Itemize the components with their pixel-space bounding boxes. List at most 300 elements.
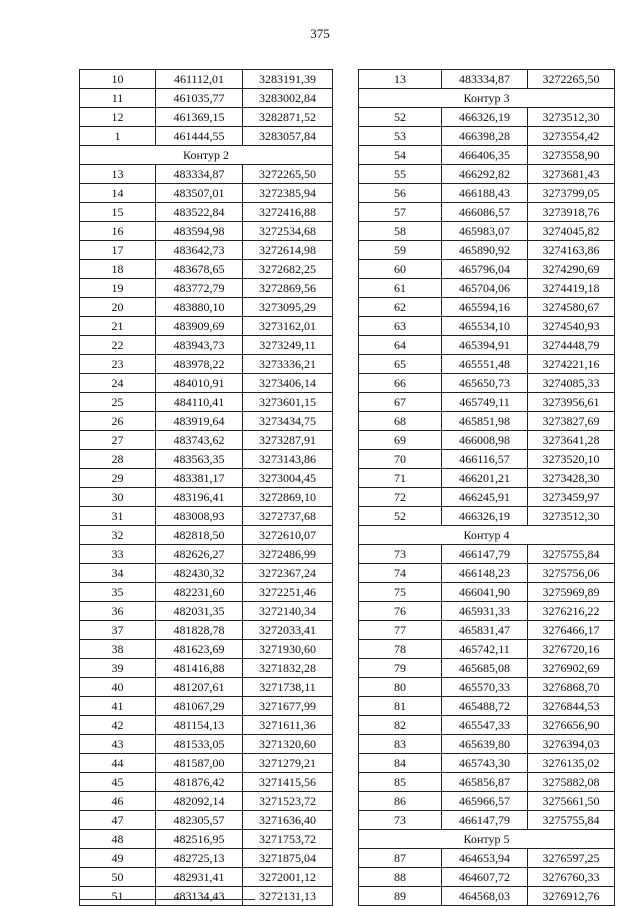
x-coordinate-cell: 482031,35: [156, 602, 243, 621]
table-row: [80, 792, 333, 811]
table-row: [80, 412, 333, 431]
y-coordinate-cell: 3273143,86: [243, 450, 333, 469]
table-row: [80, 849, 333, 868]
x-coordinate-cell: 482092,14: [156, 792, 243, 811]
x-coordinate-cell: 466116,57: [442, 450, 528, 469]
y-coordinate-cell: 3274448,79: [528, 336, 615, 355]
table-row: [80, 260, 333, 279]
x-coordinate-cell: 483880,10: [156, 298, 243, 317]
point-number-cell: 48: [80, 830, 156, 849]
point-number-cell: 46: [80, 792, 156, 811]
table-row: [80, 773, 333, 792]
y-coordinate-cell: 3272416,88: [243, 203, 333, 222]
table-row: [359, 849, 615, 868]
point-number-cell: 68: [359, 412, 442, 431]
table-row: [359, 602, 615, 621]
y-coordinate-cell: 3272131,13: [243, 887, 333, 906]
point-number-cell: 12: [80, 108, 156, 127]
table-row: [359, 165, 615, 184]
table-row: [80, 526, 333, 545]
x-coordinate-cell: 483134,43: [156, 887, 243, 906]
coordinates-table-left: [79, 69, 333, 906]
y-coordinate-cell: 3274085,33: [528, 374, 615, 393]
table-row: [359, 773, 615, 792]
table-row: [359, 279, 615, 298]
point-number-cell: 81: [359, 697, 442, 716]
x-coordinate-cell: 481207,61: [156, 678, 243, 697]
section-header-row: [359, 89, 615, 108]
y-coordinate-cell: 3273287,91: [243, 431, 333, 450]
point-number-cell: 74: [359, 564, 442, 583]
x-coordinate-cell: 466326,19: [442, 507, 528, 526]
point-number-cell: 31: [80, 507, 156, 526]
table-row: [80, 602, 333, 621]
point-number-cell: 86: [359, 792, 442, 811]
x-coordinate-cell: 464653,94: [442, 849, 528, 868]
table-row: [80, 868, 333, 887]
y-coordinate-cell: 3274221,16: [528, 355, 615, 374]
y-coordinate-cell: 3272869,10: [243, 488, 333, 507]
point-number-cell: 70: [359, 450, 442, 469]
y-coordinate-cell: 3274290,69: [528, 260, 615, 279]
table-row: [80, 488, 333, 507]
table-row: [359, 469, 615, 488]
y-coordinate-cell: 3274045,82: [528, 222, 615, 241]
y-coordinate-cell: 3271930,60: [243, 640, 333, 659]
y-coordinate-cell: 3271320,60: [243, 735, 333, 754]
point-number-cell: 54: [359, 146, 442, 165]
table-row: [359, 868, 615, 887]
x-coordinate-cell: 483919,64: [156, 412, 243, 431]
point-number-cell: 42: [80, 716, 156, 735]
x-coordinate-cell: 481828,78: [156, 621, 243, 640]
table-row: [80, 393, 333, 412]
x-coordinate-cell: 483381,17: [156, 469, 243, 488]
section-header-label: Контур 4: [359, 526, 615, 545]
point-number-cell: 78: [359, 640, 442, 659]
point-number-cell: 52: [359, 108, 442, 127]
x-coordinate-cell: 483563,35: [156, 450, 243, 469]
point-number-cell: 18: [80, 260, 156, 279]
y-coordinate-cell: 3272869,56: [243, 279, 333, 298]
point-number-cell: 67: [359, 393, 442, 412]
y-coordinate-cell: 3274540,93: [528, 317, 615, 336]
x-coordinate-cell: 481154,13: [156, 716, 243, 735]
x-coordinate-cell: 483642,73: [156, 241, 243, 260]
point-number-cell: 37: [80, 621, 156, 640]
x-coordinate-cell: 482818,50: [156, 526, 243, 545]
table-row: [80, 811, 333, 830]
y-coordinate-cell: 3273641,28: [528, 431, 615, 450]
table-row: [80, 469, 333, 488]
x-coordinate-cell: 481876,42: [156, 773, 243, 792]
point-number-cell: 15: [80, 203, 156, 222]
table-row: [359, 260, 615, 279]
x-coordinate-cell: 466201,21: [442, 469, 528, 488]
y-coordinate-cell: 3283191,39: [243, 70, 333, 89]
x-coordinate-cell: 465749,11: [442, 393, 528, 412]
table-row: [80, 507, 333, 526]
table-row: [80, 583, 333, 602]
point-number-cell: 53: [359, 127, 442, 146]
x-coordinate-cell: 483334,87: [156, 165, 243, 184]
point-number-cell: 73: [359, 811, 442, 830]
y-coordinate-cell: 3271753,72: [243, 830, 333, 849]
section-header-label: Контур 5: [359, 830, 615, 849]
y-coordinate-cell: 3273512,30: [528, 507, 615, 526]
section-header-row: [359, 830, 615, 849]
coordinates-table-right: [358, 69, 615, 906]
x-coordinate-cell: 461444,55: [156, 127, 243, 146]
x-coordinate-cell: 464607,72: [442, 868, 528, 887]
table-row: [80, 887, 333, 906]
point-number-cell: 83: [359, 735, 442, 754]
point-number-cell: 20: [80, 298, 156, 317]
y-coordinate-cell: 3272610,07: [243, 526, 333, 545]
section-header-row: [359, 526, 615, 545]
point-number-cell: 49: [80, 849, 156, 868]
x-coordinate-cell: 482430,32: [156, 564, 243, 583]
x-coordinate-cell: 482931,41: [156, 868, 243, 887]
x-coordinate-cell: 466398,28: [442, 127, 528, 146]
x-coordinate-cell: 461369,15: [156, 108, 243, 127]
table-row: [359, 754, 615, 773]
table-row: [359, 241, 615, 260]
table-row: [80, 89, 333, 108]
table-row: [359, 545, 615, 564]
point-number-cell: 66: [359, 374, 442, 393]
y-coordinate-cell: 3272682,25: [243, 260, 333, 279]
table-row: [80, 564, 333, 583]
point-number-cell: 43: [80, 735, 156, 754]
table-row: [80, 431, 333, 450]
y-coordinate-cell: 3271636,40: [243, 811, 333, 830]
y-coordinate-cell: 3273459,97: [528, 488, 615, 507]
table-row: [359, 640, 615, 659]
table-row: [359, 678, 615, 697]
y-coordinate-cell: 3276656,90: [528, 716, 615, 735]
y-coordinate-cell: 3275755,84: [528, 545, 615, 564]
x-coordinate-cell: 483507,01: [156, 184, 243, 203]
point-number-cell: 36: [80, 602, 156, 621]
point-number-cell: 63: [359, 317, 442, 336]
x-coordinate-cell: 466086,57: [442, 203, 528, 222]
x-coordinate-cell: 465856,87: [442, 773, 528, 792]
y-coordinate-cell: 3275969,89: [528, 583, 615, 602]
point-number-cell: 58: [359, 222, 442, 241]
table-row: [80, 716, 333, 735]
table-row: [359, 488, 615, 507]
x-coordinate-cell: 483008,93: [156, 507, 243, 526]
table-row: [359, 735, 615, 754]
point-number-cell: 80: [359, 678, 442, 697]
table-row: [359, 317, 615, 336]
y-coordinate-cell: 3275755,84: [528, 811, 615, 830]
x-coordinate-cell: 465488,72: [442, 697, 528, 716]
point-number-cell: 19: [80, 279, 156, 298]
x-coordinate-cell: 483522,84: [156, 203, 243, 222]
point-number-cell: 13: [359, 70, 442, 89]
section-header-row: [80, 146, 333, 165]
point-number-cell: 35: [80, 583, 156, 602]
x-coordinate-cell: 483909,69: [156, 317, 243, 336]
point-number-cell: 21: [80, 317, 156, 336]
x-coordinate-cell: 481533,05: [156, 735, 243, 754]
table-row: [359, 659, 615, 678]
x-coordinate-cell: 465704,06: [442, 279, 528, 298]
point-number-cell: 50: [80, 868, 156, 887]
point-number-cell: 38: [80, 640, 156, 659]
y-coordinate-cell: 3273554,42: [528, 127, 615, 146]
footnote-rule: [79, 899, 255, 900]
table-row: [359, 811, 615, 830]
table-row: [359, 184, 615, 203]
x-coordinate-cell: 466245,91: [442, 488, 528, 507]
point-number-cell: 64: [359, 336, 442, 355]
point-number-cell: 27: [80, 431, 156, 450]
point-number-cell: 69: [359, 431, 442, 450]
point-number-cell: 57: [359, 203, 442, 222]
table-row: [80, 659, 333, 678]
x-coordinate-cell: 482516,95: [156, 830, 243, 849]
table-row: [80, 298, 333, 317]
table-row: [359, 697, 615, 716]
x-coordinate-cell: 482305,57: [156, 811, 243, 830]
point-number-cell: 65: [359, 355, 442, 374]
y-coordinate-cell: 3283002,84: [243, 89, 333, 108]
point-number-cell: 24: [80, 374, 156, 393]
x-coordinate-cell: 465743,30: [442, 754, 528, 773]
y-coordinate-cell: 3272265,50: [528, 70, 615, 89]
table-row: [359, 450, 615, 469]
x-coordinate-cell: 465650,73: [442, 374, 528, 393]
table-row: [80, 222, 333, 241]
y-coordinate-cell: 3272614,98: [243, 241, 333, 260]
y-coordinate-cell: 3273162,01: [243, 317, 333, 336]
y-coordinate-cell: 3273004,45: [243, 469, 333, 488]
point-number-cell: 41: [80, 697, 156, 716]
table-row: [359, 564, 615, 583]
y-coordinate-cell: 3272033,41: [243, 621, 333, 640]
point-number-cell: 13: [80, 165, 156, 184]
y-coordinate-cell: 3272486,99: [243, 545, 333, 564]
y-coordinate-cell: 3271832,28: [243, 659, 333, 678]
y-coordinate-cell: 3272534,68: [243, 222, 333, 241]
table-row: [80, 640, 333, 659]
y-coordinate-cell: 3273428,30: [528, 469, 615, 488]
y-coordinate-cell: 3272385,94: [243, 184, 333, 203]
point-number-cell: 79: [359, 659, 442, 678]
point-number-cell: 62: [359, 298, 442, 317]
y-coordinate-cell: 3276720,16: [528, 640, 615, 659]
point-number-cell: 45: [80, 773, 156, 792]
table-row: [80, 678, 333, 697]
y-coordinate-cell: 3283057,84: [243, 127, 333, 146]
x-coordinate-cell: 465796,04: [442, 260, 528, 279]
y-coordinate-cell: 3276394,03: [528, 735, 615, 754]
point-number-cell: 32: [80, 526, 156, 545]
y-coordinate-cell: 3271279,21: [243, 754, 333, 773]
x-coordinate-cell: 466406,35: [442, 146, 528, 165]
table-row: [359, 203, 615, 222]
table-row: [80, 697, 333, 716]
section-header-label: Контур 3: [359, 89, 615, 108]
y-coordinate-cell: 3271611,36: [243, 716, 333, 735]
x-coordinate-cell: 461035,77: [156, 89, 243, 108]
y-coordinate-cell: 3274580,67: [528, 298, 615, 317]
y-coordinate-cell: 3275756,06: [528, 564, 615, 583]
y-coordinate-cell: 3274163,86: [528, 241, 615, 260]
table-row: [359, 355, 615, 374]
table-row: [359, 374, 615, 393]
y-coordinate-cell: 3272737,68: [243, 507, 333, 526]
x-coordinate-cell: 481416,88: [156, 659, 243, 678]
x-coordinate-cell: 465594,16: [442, 298, 528, 317]
point-number-cell: 75: [359, 583, 442, 602]
point-number-cell: 84: [359, 754, 442, 773]
point-number-cell: 60: [359, 260, 442, 279]
point-number-cell: 82: [359, 716, 442, 735]
table-row: [80, 241, 333, 260]
point-number-cell: 61: [359, 279, 442, 298]
table-row: [359, 412, 615, 431]
x-coordinate-cell: 466148,23: [442, 564, 528, 583]
point-number-cell: 26: [80, 412, 156, 431]
y-coordinate-cell: 3271677,99: [243, 697, 333, 716]
table-row: [80, 108, 333, 127]
x-coordinate-cell: 466188,43: [442, 184, 528, 203]
point-number-cell: 16: [80, 222, 156, 241]
x-coordinate-cell: 466326,19: [442, 108, 528, 127]
y-coordinate-cell: 3272367,24: [243, 564, 333, 583]
point-number-cell: 76: [359, 602, 442, 621]
table-row: [359, 70, 615, 89]
x-coordinate-cell: 464568,03: [442, 887, 528, 906]
point-number-cell: 89: [359, 887, 442, 906]
point-number-cell: 22: [80, 336, 156, 355]
y-coordinate-cell: 3273681,43: [528, 165, 615, 184]
x-coordinate-cell: 465931,33: [442, 602, 528, 621]
y-coordinate-cell: 3273827,69: [528, 412, 615, 431]
table-row: [359, 887, 615, 906]
x-coordinate-cell: 483678,65: [156, 260, 243, 279]
y-coordinate-cell: 3273956,61: [528, 393, 615, 412]
x-coordinate-cell: 465851,98: [442, 412, 528, 431]
y-coordinate-cell: 3273512,30: [528, 108, 615, 127]
table-row: [80, 336, 333, 355]
x-coordinate-cell: 483334,87: [442, 70, 528, 89]
table-row: [80, 545, 333, 564]
table-row: [80, 127, 333, 146]
y-coordinate-cell: 3273249,11: [243, 336, 333, 355]
y-coordinate-cell: 3273095,29: [243, 298, 333, 317]
x-coordinate-cell: 466041,90: [442, 583, 528, 602]
x-coordinate-cell: 484110,41: [156, 393, 243, 412]
point-number-cell: 44: [80, 754, 156, 773]
y-coordinate-cell: 3272140,34: [243, 602, 333, 621]
y-coordinate-cell: 3272265,50: [243, 165, 333, 184]
y-coordinate-cell: 3275661,50: [528, 792, 615, 811]
x-coordinate-cell: 483943,73: [156, 336, 243, 355]
y-coordinate-cell: 3273406,14: [243, 374, 333, 393]
x-coordinate-cell: 465394,91: [442, 336, 528, 355]
page-number: 375: [310, 26, 330, 41]
point-number-cell: 28: [80, 450, 156, 469]
x-coordinate-cell: 465551,48: [442, 355, 528, 374]
x-coordinate-cell: 481067,29: [156, 697, 243, 716]
point-number-cell: 77: [359, 621, 442, 640]
table-row: [80, 165, 333, 184]
point-number-cell: 30: [80, 488, 156, 507]
table-row: [359, 716, 615, 735]
x-coordinate-cell: 483772,79: [156, 279, 243, 298]
y-coordinate-cell: 3273520,10: [528, 450, 615, 469]
y-coordinate-cell: 3273918,76: [528, 203, 615, 222]
table-row: [359, 621, 615, 640]
point-number-cell: 88: [359, 868, 442, 887]
point-number-cell: 73: [359, 545, 442, 564]
y-coordinate-cell: 3273336,21: [243, 355, 333, 374]
point-number-cell: 14: [80, 184, 156, 203]
x-coordinate-cell: 466008,98: [442, 431, 528, 450]
y-coordinate-cell: 3276216,22: [528, 602, 615, 621]
y-coordinate-cell: 3282871,52: [243, 108, 333, 127]
x-coordinate-cell: 484010,91: [156, 374, 243, 393]
x-coordinate-cell: 483743,62: [156, 431, 243, 450]
point-number-cell: 51: [80, 887, 156, 906]
table-row: [80, 830, 333, 849]
y-coordinate-cell: 3276466,17: [528, 621, 615, 640]
x-coordinate-cell: 465890,92: [442, 241, 528, 260]
table-row: [359, 583, 615, 602]
table-row: [359, 222, 615, 241]
y-coordinate-cell: 3271875,04: [243, 849, 333, 868]
y-coordinate-cell: 3272251,46: [243, 583, 333, 602]
point-number-cell: 39: [80, 659, 156, 678]
point-number-cell: 29: [80, 469, 156, 488]
y-coordinate-cell: 3276912,76: [528, 887, 615, 906]
point-number-cell: 85: [359, 773, 442, 792]
point-number-cell: 25: [80, 393, 156, 412]
table-row: [80, 754, 333, 773]
table-row: [359, 127, 615, 146]
x-coordinate-cell: 482231,60: [156, 583, 243, 602]
point-number-cell: 87: [359, 849, 442, 868]
y-coordinate-cell: 3276844,53: [528, 697, 615, 716]
table-row: [80, 70, 333, 89]
point-number-cell: 52: [359, 507, 442, 526]
table-row: [80, 203, 333, 222]
x-coordinate-cell: 465547,33: [442, 716, 528, 735]
table-row: [359, 146, 615, 165]
x-coordinate-cell: 466292,82: [442, 165, 528, 184]
point-number-cell: 72: [359, 488, 442, 507]
table-row: [359, 431, 615, 450]
point-number-cell: 59: [359, 241, 442, 260]
y-coordinate-cell: 3273799,05: [528, 184, 615, 203]
table-row: [80, 184, 333, 203]
point-number-cell: 11: [80, 89, 156, 108]
y-coordinate-cell: 3273558,90: [528, 146, 615, 165]
point-number-cell: 55: [359, 165, 442, 184]
y-coordinate-cell: 3272001,12: [243, 868, 333, 887]
table-row: [359, 108, 615, 127]
table-row: [80, 621, 333, 640]
y-coordinate-cell: 3275882,08: [528, 773, 615, 792]
y-coordinate-cell: 3276760,33: [528, 868, 615, 887]
y-coordinate-cell: 3276868,70: [528, 678, 615, 697]
x-coordinate-cell: 465983,07: [442, 222, 528, 241]
